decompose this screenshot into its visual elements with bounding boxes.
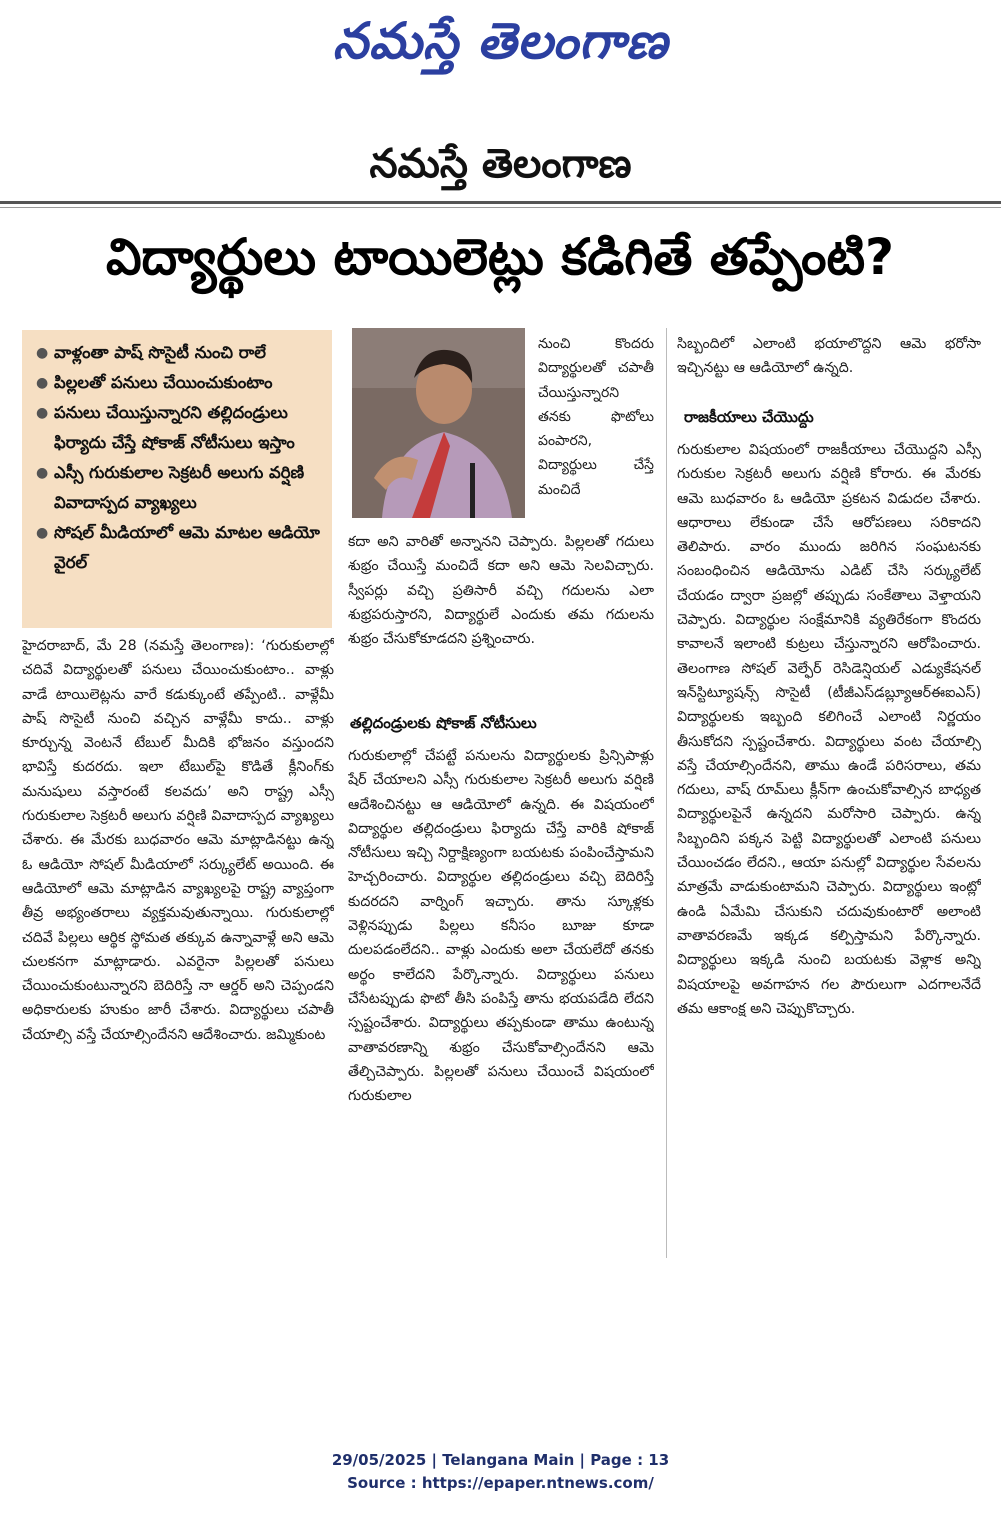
- highlight-item: ● సోషల్ మీడియాలో ఆమె మాటల ఆడియో వైరల్: [32, 518, 324, 578]
- article-column-3-body: గురుకులాల విషయంలో రాజకీయాలు చేయొద్దని ఎస్సీ గురుకుల సెక్రటరీ అలుగు వర్షిణి కోరారు. ఈ మేరకు ఆమె బుధవారం ఓ ఆడియో ప్రకటన విడుదల చేశారు. ఆధారాలు లేకుండా చేసే ఆరోపణలు సరికాదని తెలిపారు. వారం ముందు జరిగిన సంఘటనకు సంబంధించిన ఆడియోను ఎడిట్ చేసి సర్క్యులేట్ చేయడం ద్వారా ప్రజల్లో తప్పుడు సంకేతాలు వెళ్తాయని చెప్పారు. విద్యార్థుల సంక్షేమానికి వ్యతిరేకంగా కొందరు కావాలనే ఇలాంటి కుట్రలు చేస్తున్నారని ఆరోపించారు. తెలంగాణ సోషల్ వెల్ఫేర్ రెసిడెన్షియల్ ఎడ్యుకేషనల్ ఇన్‌స్టిట్యూషన్స్ సొసైటీ (టీజీఎస్‌డబ్ల్యూఆర్‌ఈఐఎస్) విద్యార్థులకు ఇబ్బంది కలిగించే ఎలాంటి నిర్ణయం తీసుకోదని స్పష్టంచేశారు. విద్యార్థులు వంట చేయాల్సి వస్తే చేయాల్సిందేనని, తాము ఉండే పరిసరాలు, తమ గదులు, వాష్ రూమ్‌లు క్లీన్‌గా ఉంచుకోవాల్సిన బాధ్యత విద్యార్థులపైనే ఉన్నదని మరోసారి చెప్పారు. ఉన్న సిబ్బందిని పక్కన పెట్టి విద్యార్థులతో ఎలాంటి పనులు చేయించడం లేదని., ఆయా పనుల్లో విద్యార్థుల సేవలను మాత్రమే వాడుకుంటామని చెప్పారు. విద్యార్థులు ఇంట్లో ఉండి ఏమేమి చేసుకుని చదువుకుంటారో అలాంటి వాతావరణమే ఇక్కడ కల్పిస్తామని పేర్కొన్నారు. విద్యార్థులు ఇక్కడి నుంచి బయటకు వెళ్లాక అన్ని విషయాలపై అవగాహన గల పౌరులుగా ఎదగాలనేదే తమ ఆకాంక్ష అని చెప్పుకొచ్చారు.: [677, 442, 981, 1017]
- article-photo: [352, 328, 525, 518]
- portrait-image: [352, 328, 525, 518]
- divider: [0, 207, 1001, 208]
- divider: [0, 201, 1001, 204]
- article-headline: విద్యార్థులు టాయిలెట్లు కడిగితే తప్పేంటి?: [105, 228, 895, 286]
- highlight-item: ● పనులు చేయిస్తున్నారని తల్లిదండ్రులు ఫిర్యాదు చేస్తే షోకాజ్ నోటీసులు ఇస్తాం: [32, 398, 324, 458]
- article-column-1: హైదరాబాద్, మే 28 (నమస్తే తెలంగాణ): ‘గురుకులాల్లో చదివే విద్యార్థులతో పనులు చేయించుకుంటాం.. వాళ్లు వాడే టాయిలెట్లను వారే కడుక్కుంటే తప్పేంటి.. వాళ్లేమీ పాష్ సొసైటీ నుంచి వచ్చిన వాళ్లేమీ కాదు.. వాళ్లు కూర్చున్న వెంటనే టేబుల్ మీదికి భోజనం వస్తుందని భావిస్తే కుదరదు. ఇలా టేబుల్‌పై కొడితే క్లీనింగ్‌కు మనుషులు వస్తారంటే కలవదు’ అని రాష్ట్ర ఎస్సీ గురుకులాల సెక్రటరీ అలుగు వర్షిణి వివాదాస్పద వ్యాఖ్యలు చేశారు. ఈ మేరకు బుధవారం ఆమె మాట్లాడినట్టు ఉన్న ఓ ఆడియో సోషల్ మీడియాలో సర్క్యులేట్ అయింది. ఈ ఆడియోలో ఆమె మాట్లాడిన వ్యాఖ్యలపై రాష్ట్ర వ్యాప్తంగా తీవ్ర అభ్యంతరాలు వ్యక్తమవుతున్నాయి. గురుకులాల్లో చదివే పిల్లలు ఆర్థిక స్థోమత తక్కువ ఉన్నావాళ్లే అని ఆమె చులకనగా మాట్లాడారు. ఎవరైనా పిల్లలతో పనులు చేయించుకుంటున్నారని బెదిరిస్తే నా ఆర్డర్ అని చెప్పండని అధికారులకు హుకుం జారీ చేశారు. విద్యార్థులు చపాతీ చేయాల్సి వస్తే చేయాల్సిందేనని ఆదేశించారు. జమ్మికుంట: [22, 638, 334, 1043]
- subheading: తల్లిదండ్రులకు షోకాజ్ నోటీసులు: [350, 714, 537, 732]
- bullet-icon: ●: [36, 345, 49, 361]
- bullet-icon: ●: [36, 405, 49, 421]
- subheading: రాజకీయాలు చేయొద్దు: [684, 408, 814, 426]
- section-title: నమస్తే తెలంగాణ: [369, 141, 632, 187]
- article-column-2-text: కదా అని వారితో అన్నానని చెప్పారు. పిల్లలతో గదులు శుభ్రం చేయిస్తే మంచిదే కదా అని ఆమె సెలవిచ్చారు. స్వీపర్లు వచ్చి ప్రతిసారీ వచ్చి గదులను ఎలా శుభ్రపరుస్తారని, విద్యార్థులే ఎందుకు తమ గదులను శుభ్రం చేసుకోకూడదని ప్రశ్నించారు.: [348, 534, 654, 648]
- article-column-3-top: సిబ్బందిలో ఎలాంటి భయాలొద్దని ఆమె భరోసా ఇచ్చినట్టు ఆ ఆడియోలో ఉన్నది.: [677, 336, 981, 377]
- highlight-item: ● ఎస్సీ గురుకులాల సెక్రటరీ అలుగు వర్షిణి వివాదాస్పద వ్యాఖ్యలు: [32, 458, 324, 518]
- highlights-box: [22, 330, 332, 628]
- article-column-2-top: నుంచి కొందరు విద్యార్థులతో చపాతీ చేయిస్తున్నారని తనకు ఫొటోలు పంపారని, విద్యార్థులు చేస్తే మంచిదే: [538, 336, 654, 498]
- page-footer-info: 29/05/2025 | Telangana Main | Page : 13: [331, 1451, 670, 1469]
- column-divider: [666, 328, 667, 1258]
- bullet-icon: ●: [36, 465, 49, 481]
- article-column-2-body: గురుకులాల్లో చేపట్టే పనులను విద్యార్థులకు ప్రిన్సిపాళ్లు షేర్ చేయాలని ఎస్సీ గురుకులాల సెక్రటరీ అలుగు వర్షిణి ఆదేశించినట్టు ఆ ఆడియోలో ఉన్నది. ఈ విషయంలో విద్యార్థుల తల్లిదండ్రులు ఫిర్యాదు చేస్తే వారికి షోకాజ్ నోటీసులు ఇచ్చి నిర్దాక్షిణ్యంగా బయటకు పంపించేస్తామని హెచ్చరించారు. విద్యార్థుల తల్లిదండ్రులు వచ్చి బెదిరిస్తే కుదరదని వార్నింగ్ ఇచ్చారు. తాను స్కూళ్లకు వెళ్లినప్పుడు పిల్లలు కనీసం బూజు కూడా దులపడంలేదని.. వాళ్లు ఎందుకు అలా చేయలేదో తనకు అర్థం కాలేదని పేర్కొన్నారు. విద్యార్థులు పనులు చేసేటప్పుడు ఫొటో తీసి పంపిస్తే తాను భయపడేది లేదని స్పష్టంచేశారు. విద్యార్థులు తప్పకుండా తాము ఉంటున్న వాతావరణాన్ని శుభ్రం చేసుకోవాల్సిందేనని ఆమె తేల్చిచెప్పారు. పిల్లలతో పనులు చేయించే విషయంలో గురుకులాల: [348, 748, 654, 1105]
- page-footer-source: Source : https://epaper.ntnews.com/: [347, 1474, 654, 1492]
- highlight-item: ● పిల్లలతో పనులు చేయించుకుంటాం: [32, 368, 324, 398]
- highlight-item: ● వాళ్లంతా పాష్ సొసైటీ నుంచి రాలే: [32, 338, 324, 368]
- bullet-icon: ●: [36, 525, 49, 541]
- masthead-logo: నమస్తే తెలంగాణ: [332, 12, 669, 70]
- bullet-icon: ●: [36, 375, 49, 391]
